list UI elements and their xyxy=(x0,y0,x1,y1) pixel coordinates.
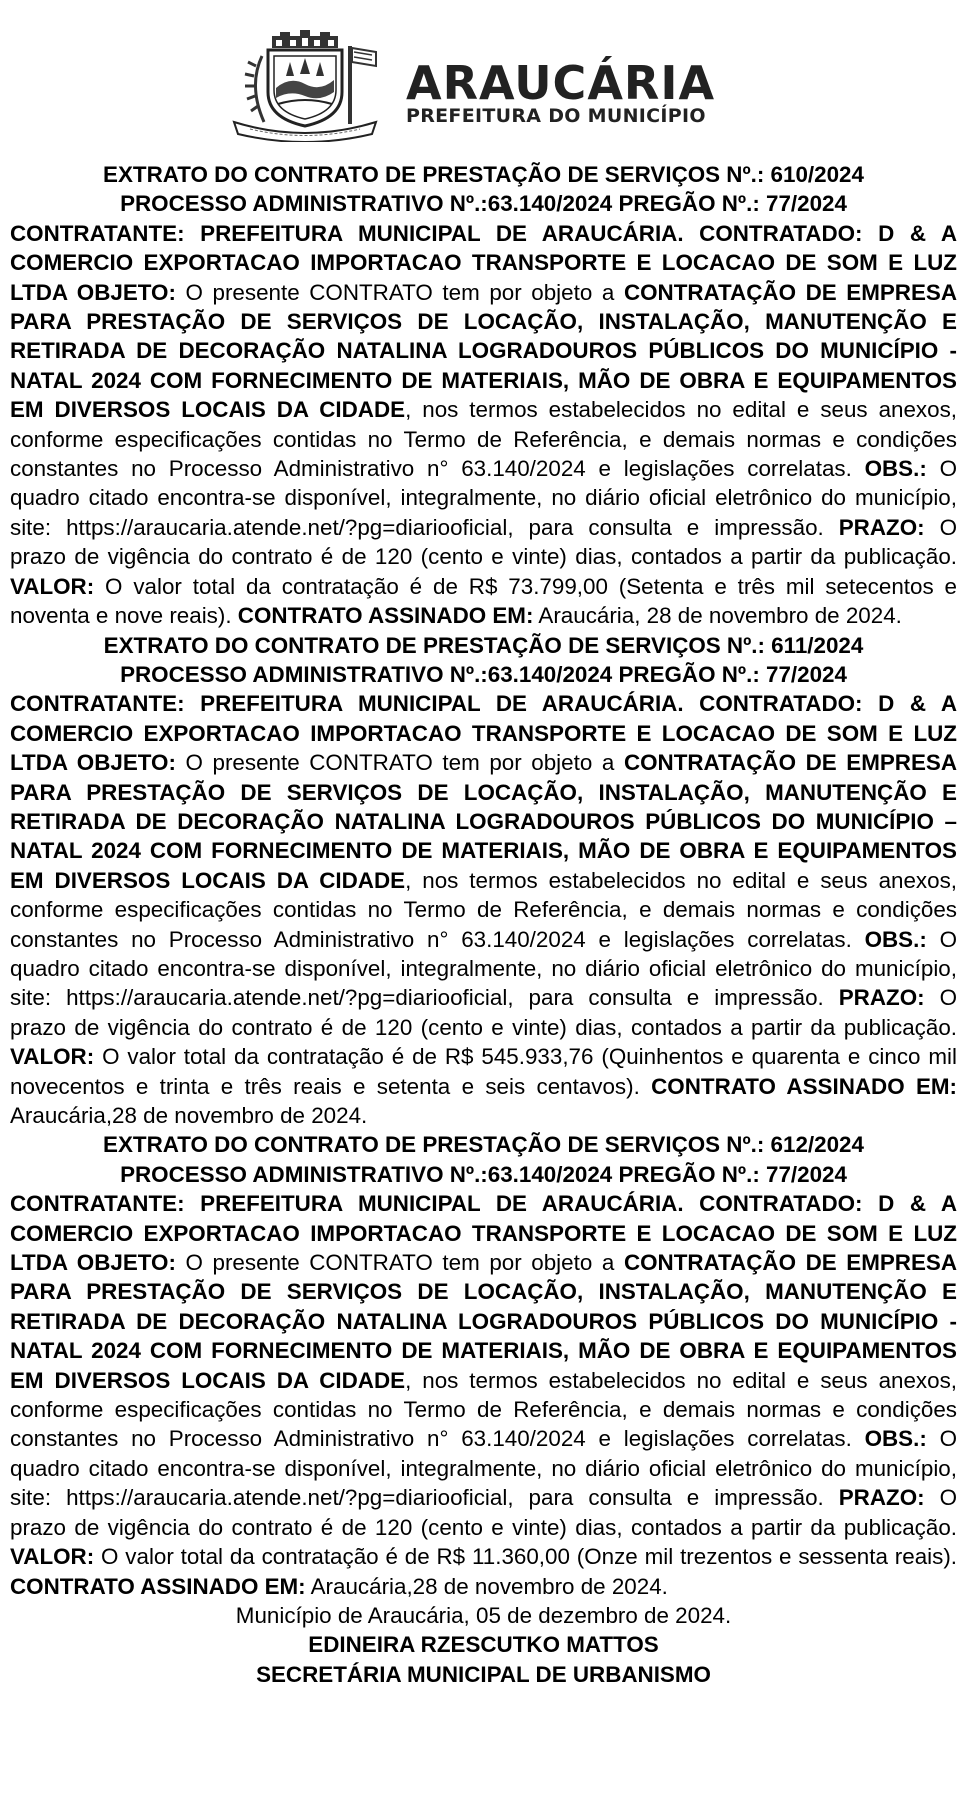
contract-extract xyxy=(10,631,957,1131)
brand-subtitle: PREFEITURA DO MUNICÍPIO xyxy=(406,105,706,127)
extract-title: EXTRATO DO CONTRATO DE PRESTAÇÃO DE SERVIÇOS Nº.: 611/2024 xyxy=(103,632,864,658)
signed-label: CONTRATO ASSINADO EM: xyxy=(10,1573,306,1599)
signatory-role: SECRETÁRIA MUNICIPAL DE URBANISMO xyxy=(256,1661,711,1687)
terms-text: , nos termos estabelecidos no edital e seus anexos, conforme especificações contidas no Termo de Referência, e demais normas e condições constantes no Processo Administrativo n° 63.140/2024 e legislações correlatas. xyxy=(10,397,957,482)
prazo-text: O prazo de vigência do contrato é de 120 (cento e vinte) dias, contados a partir da publicação. xyxy=(10,514,957,570)
obs-label: OBS.: xyxy=(864,456,927,482)
object-text: CONTRATAÇÃO DE EMPRESA PARA PRESTAÇÃO DE SERVIÇOS DE LOCAÇÃO, INSTALAÇÃO, MANUTENÇÃO E RETIRADA DE DECORAÇÃO NATALINA LOGRADOUROS PÚBLICOS DO MUNICÍPIO - NATAL 2024 COM FORNECIMENTO DE MATERIAIS, MÃO DE OBRA E EQUIPAMENTOS EM DIVERSOS LOCAIS DA CIDADE xyxy=(10,279,958,423)
prazo-label: PRAZO: xyxy=(838,1485,925,1511)
extract-process: PROCESSO ADMINISTRATIVO Nº.:63.140/2024 PREGÃO Nº.: 77/2024 xyxy=(120,1161,847,1187)
extract-body xyxy=(10,219,957,631)
valor-label: VALOR: xyxy=(10,573,95,599)
signature-place-date: Município de Araucária, 05 de dezembro de 2024. xyxy=(235,1602,732,1628)
signed-text: Araucária,28 de novembro de 2024. xyxy=(10,1103,368,1128)
obs-text: O quadro citado encontra-se disponível, integralmente, no diário oficial eletrônico do município, site: https://araucaria.atende.net/?pg=diariooficial, para consulta e impressão. xyxy=(10,456,957,540)
masthead xyxy=(220,26,760,146)
brand-block xyxy=(406,56,716,127)
signed-text: Araucária, 28 de novembro de 2024. xyxy=(533,603,902,629)
signed-label: CONTRATO ASSINADO EM: xyxy=(237,603,534,629)
object-text: CONTRATAÇÃO DE EMPRESA PARA PRESTAÇÃO DE SERVIÇOS DE LOCAÇÃO, INSTALAÇÃO, MANUTENÇÃO E RETIRADA DE DECORAÇÃO NATALINA LOGRADOUROS PÚBLICOS DO MUNICÍPIO - NATAL 2024 COM FORNECIMENTO DE MATERIAIS, MÃO DE OBRA E EQUIPAMENTOS EM DIVERSOS LOCAIS DA CIDADE xyxy=(10,1250,958,1393)
coat-of-arms-icon xyxy=(220,26,390,142)
object-intro: O presente CONTRATO tem por objeto a xyxy=(175,750,624,776)
obs-label: OBS.: xyxy=(864,926,927,952)
obs-label: OBS.: xyxy=(864,1426,927,1452)
obs-text: O quadro citado encontra-se disponível, integralmente, no diário oficial eletrônico do município, site: https://araucaria.atende.net/?pg=diariooficial, para consulta e impressão. xyxy=(10,1426,957,1511)
signed-text: Araucária,28 de novembro de 2024. xyxy=(305,1573,668,1599)
valor-text: O valor total da contratação é de R$ 73.799,00 (Setenta e três mil setecentos e noventa e nove reais). xyxy=(10,573,957,629)
prazo-text: O prazo de vigência do contrato é de 120 (cento e vinte) dias, contados a partir da publicação. xyxy=(10,1485,957,1540)
valor-text: O valor total da contratação é de R$ 545.933,76 (Quinhentos e quarenta e cinco mil novecentos e trinta e três reais e setenta e seis centavos). xyxy=(10,1044,957,1099)
contract-extract xyxy=(10,1130,957,1601)
object-intro: O presente CONTRATO tem por objeto a xyxy=(175,279,624,305)
document-body xyxy=(10,160,957,1689)
prazo-label: PRAZO: xyxy=(838,514,925,540)
prazo-text: O prazo de vigência do contrato é de 120 (cento e vinte) dias, contados a partir da publicação. xyxy=(10,985,957,1040)
brand-name: ARAUCÁRIA xyxy=(406,56,716,110)
prazo-label: PRAZO: xyxy=(838,985,925,1011)
object-text: CONTRATAÇÃO DE EMPRESA PARA PRESTAÇÃO DE SERVIÇOS DE LOCAÇÃO, INSTALAÇÃO, MANUTENÇÃO E RETIRADA DE DECORAÇÃO NATALINA LOGRADOUROS PÚBLICOS DO MUNICÍPIO – NATAL 2024 COM FORNECIMENTO DE MATERIAIS, MÃO DE OBRA E EQUIPAMENTOS EM DIVERSOS LOCAIS DA CIDADE xyxy=(10,750,958,893)
extract-process: PROCESSO ADMINISTRATIVO Nº.:63.140/2024 PREGÃO Nº.: 77/2024 xyxy=(120,661,847,687)
valor-label: VALOR: xyxy=(10,1044,95,1070)
terms-text: , nos termos estabelecidos no edital e seus anexos, conforme especificações contidas no Termo de Referência, e demais normas e condições constantes no Processo Administrativo n° 63.140/2024 e legislações correlatas. xyxy=(10,1367,957,1452)
extract-title: EXTRATO DO CONTRATO DE PRESTAÇÃO DE SERVIÇOS Nº.: 610/2024 xyxy=(103,162,864,187)
signatory-name: EDINEIRA RZESCUTKO MATTOS xyxy=(308,1632,659,1658)
obs-text: O quadro citado encontra-se disponível, integralmente, no diário oficial eletrônico do município, site: https://araucaria.atende.net/?pg=diariooficial, para consulta e impressão. xyxy=(10,926,957,1011)
extract-body xyxy=(10,689,957,1130)
object-intro: O presente CONTRATO tem por objeto a xyxy=(175,1250,624,1276)
signature-block xyxy=(10,1601,957,1689)
signed-label: CONTRATO ASSINADO EM: xyxy=(651,1073,957,1099)
terms-text: , nos termos estabelecidos no edital e seus anexos, conforme especificações contidas no Termo de Referência, e demais normas e condições constantes no Processo Administrativo n° 63.140/2024 e legislações correlatas. xyxy=(10,867,957,952)
contract-extract xyxy=(10,160,957,631)
parties-text: CONTRATANTE: PREFEITURA MUNICIPAL DE ARAUCÁRIA. CONTRATADO: D & A COMERCIO EXPORTACAO IMPORTACAO TRANSPORTE E LOCACAO DE SOM E LUZ LTDA OBJETO: xyxy=(10,220,957,305)
valor-label: VALOR: xyxy=(10,1544,95,1570)
extract-body xyxy=(10,1189,957,1601)
extract-process: PROCESSO ADMINISTRATIVO Nº.:63.140/2024 PREGÃO Nº.: 77/2024 xyxy=(120,191,847,217)
extract-title: EXTRATO DO CONTRATO DE PRESTAÇÃO DE SERVIÇOS Nº.: 612/2024 xyxy=(103,1132,864,1158)
valor-text: O valor total da contratação é de R$ 11.360,00 (Onze mil trezentos e sessenta reais). xyxy=(94,1544,957,1570)
parties-text: CONTRATANTE: PREFEITURA MUNICIPAL DE ARAUCÁRIA. CONTRATADO: D & A COMERCIO EXPORTACAO IMPORTACAO TRANSPORTE E LOCACAO DE SOM E LUZ LTDA OBJETO: xyxy=(10,691,957,776)
parties-text: CONTRATANTE: PREFEITURA MUNICIPAL DE ARAUCÁRIA. CONTRATADO: D & A COMERCIO EXPORTACAO IMPORTACAO TRANSPORTE E LOCACAO DE SOM E LUZ LTDA OBJETO: xyxy=(10,1191,957,1276)
